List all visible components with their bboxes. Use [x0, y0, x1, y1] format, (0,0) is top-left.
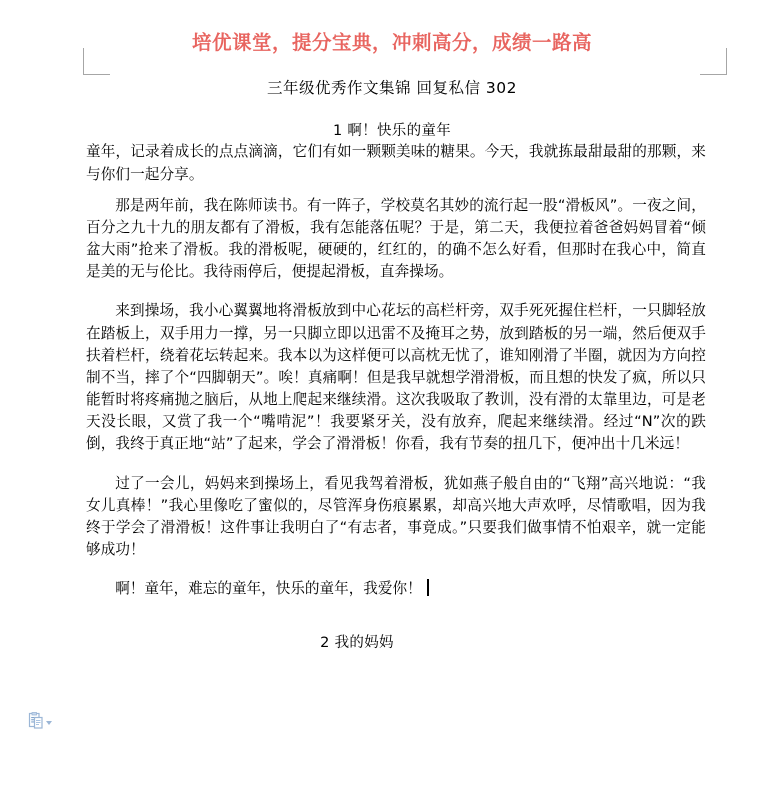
paragraph: 过了一会儿，妈妈来到操场上，看见我驾着滑板，犹如燕子般自由的“飞翔”高兴地说：“我女儿真棒！”我心里像吃了蜜似的，尽管浑身伤痕累累，却高兴地大声欢呼，尽情歌唱，因为我终于学会了滑滑板！这件事让我明白了“有志者，事竟成。”只要我们做事情不怕艰辛，就一定能够成功！ — [86, 474, 706, 559]
essay-body — [78, 141, 706, 600]
paragraph: 那是两年前，我在陈师读书。有一阵子，学校莫名其妙的流行起一股“滑板风”。一夜之间，百分之九十九的朋友都有了滑板，我有怎能落伍呢？于是，第二天，我便拉着爸爸妈妈冒着“倾盆大雨”抢来了滑板。我的滑板呢，硬硬的，红红的，的确不怎么好看，但那时在我心中，简直是美的无与伦比。我待雨停后，便提起滑板，直奔操场。 — [86, 196, 706, 281]
paste-clipboard-icon — [28, 712, 43, 733]
paragraph-spacer — [86, 186, 706, 195]
promo-banner-heading: 培优课堂，提分宝典，冲刺高分，成绩一路高 — [191, 31, 592, 54]
essay-title: 1 啊！快乐的童年 — [332, 123, 452, 140]
closing-line-text: 啊！童年，难忘的童年，快乐的童年，我爱你！ — [115, 580, 422, 598]
collection-subtitle: 三年级优秀作文集锦 回复私信 302 — [267, 79, 517, 98]
next-essay-title: 2 我的妈妈 — [320, 635, 394, 652]
paragraph: 来到操场，我小心翼翼地将滑板放到中心花坛的高栏杆旁，双手死死握住栏杆，一只脚轻放在踏板上，双手用力一撑，另一只脚立即以迅雷不及掩耳之势，放到踏板的另一端，然后便双手扶着栏杆，绕着花坛转起来。我本以为这样便可以高枕无忧了，谁知刚滑了半圈，就因为方向控制不当，摔了个“四脚朝天”。唉！真痛啊！但是我早就想学滑滑板，而且想的快发了疯，所以只能暂时将疼痛抛之脑后，从地上爬起来继续滑。这次我吸取了教训，没有滑的太靠里边，可是老天没长眼，又赏了我一个“嘴啃泥”！我要紧牙关，没有放弃，爬起来继续滑。经过“N”次的跌倒，我终于真正地“站”了起来，学会了滑滑板！你看，我有节奏的扭几下，便冲出十几米远！ — [86, 302, 706, 453]
paragraph-spacer — [86, 456, 706, 473]
paste-options-button[interactable] — [28, 712, 52, 733]
paragraph-spacer — [86, 561, 706, 578]
chevron-down-icon[interactable] — [46, 721, 52, 725]
closing-line-row — [86, 578, 706, 600]
text-cursor — [427, 579, 429, 596]
paragraph: 童年，记录着成长的点点滴滴，它们有如一颗颗美味的糖果。今天，我就拣最甜最甜的那颗，来与你们一起分享。 — [86, 143, 706, 183]
paragraph-spacer — [86, 283, 706, 300]
